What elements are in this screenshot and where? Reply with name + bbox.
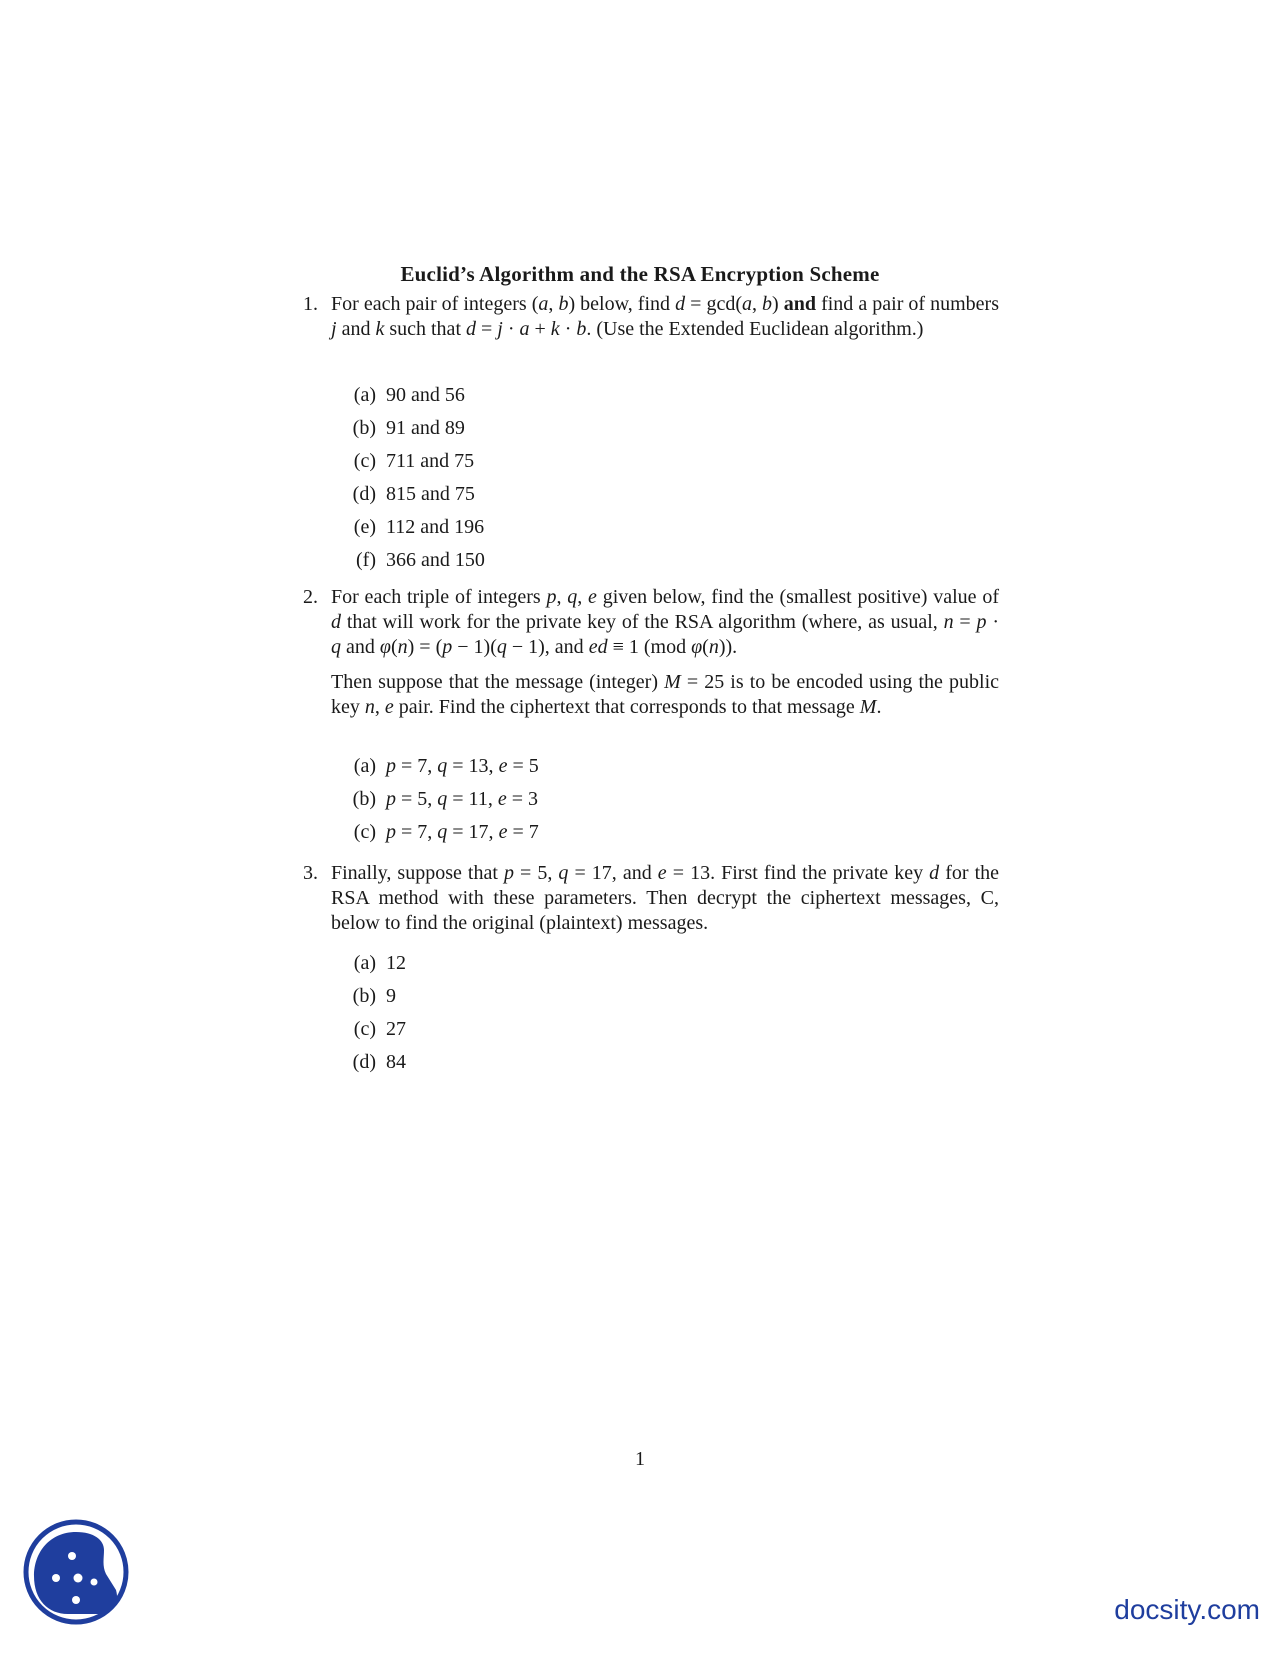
problem-2-text: For each triple of integers p, q, e given below, find the (smallest positive) value of d that will work for the private key of the RSA algorithm (where, as usual, n = p · q and φ(n) = (p − 1)(q − 1), and ed ≡ 1 (mod φ(n)). xyxy=(331,586,999,658)
item-text: 91 and 89 xyxy=(386,417,465,439)
problem-2 xyxy=(303,585,999,730)
brand-link[interactable]: docsity.com xyxy=(1114,1594,1260,1625)
list-item xyxy=(336,478,485,511)
item-text: p = 7, q = 17, e = 7 xyxy=(386,821,539,843)
problem-1 xyxy=(303,292,999,352)
list-item xyxy=(336,445,485,478)
list-item xyxy=(336,379,485,412)
item-text: p = 5, q = 11, e = 3 xyxy=(386,788,538,810)
item-label: (a) xyxy=(353,384,376,406)
item-text: 366 and 150 xyxy=(386,549,485,571)
item-text: 112 and 196 xyxy=(386,516,485,538)
problem-1-text: For each pair of integers (a, b) below, find d = gcd(a, b) and find a pair of numbers j and k such that d = j · a + k · b. (Use the Extended Euclidean algorithm.) xyxy=(331,293,999,340)
problem-3-number: 3. xyxy=(303,862,318,884)
list-item xyxy=(336,750,539,783)
page-number: 1 xyxy=(635,1448,645,1470)
problem-1-number: 1. xyxy=(303,293,318,315)
list-item xyxy=(336,783,539,816)
item-label: (c) xyxy=(353,1018,376,1040)
list-item xyxy=(336,511,485,544)
item-label: (d) xyxy=(352,483,376,505)
item-text: 84 xyxy=(386,1051,406,1073)
item-text: p = 7, q = 13, e = 5 xyxy=(386,755,539,777)
item-text: 711 and 75 xyxy=(386,450,475,472)
item-text: 815 and 75 xyxy=(386,483,475,505)
list-item xyxy=(336,1013,406,1046)
item-label: (b) xyxy=(352,788,376,810)
problem-2-number: 2. xyxy=(303,586,318,608)
item-text: 90 and 56 xyxy=(386,384,465,406)
item-label: (c) xyxy=(353,450,376,472)
problem-2-items xyxy=(336,750,539,849)
document-title: Euclid’s Algorithm and the RSA Encryption Scheme xyxy=(400,262,880,286)
problem-3-text: Finally, suppose that p = 5, q = 17, and e = 13. First find the private key d for the RSA method with these parameters. Then decrypt the ciphertext messages, C, below to find the original (plaintext) messages. xyxy=(331,862,1000,934)
list-item xyxy=(336,947,406,980)
list-item xyxy=(336,980,406,1013)
item-label: (a) xyxy=(353,952,376,974)
item-label: (b) xyxy=(352,417,376,439)
item-label: (c) xyxy=(353,821,376,843)
item-text: 9 xyxy=(386,985,396,1007)
problem-1-items xyxy=(336,379,485,577)
item-label: (b) xyxy=(352,985,376,1007)
list-item xyxy=(336,412,485,445)
item-label: (a) xyxy=(353,755,376,777)
list-item xyxy=(336,1046,406,1079)
problem-3-items xyxy=(336,947,406,1079)
list-item xyxy=(336,544,485,577)
item-text: 12 xyxy=(386,952,406,974)
list-item xyxy=(336,816,539,849)
docsity-logo-icon xyxy=(20,1516,132,1628)
problem-2-followup-text: Then suppose that the message (integer) M = 25 is to be encoded using the public key n, e pair. Find the ciphertext that corresponds to that message M. xyxy=(331,671,1000,718)
item-label: (f) xyxy=(356,549,376,571)
problem-3 xyxy=(303,861,999,946)
item-text: 27 xyxy=(386,1018,406,1040)
item-label: (d) xyxy=(352,1051,376,1073)
item-label: (e) xyxy=(353,516,376,538)
